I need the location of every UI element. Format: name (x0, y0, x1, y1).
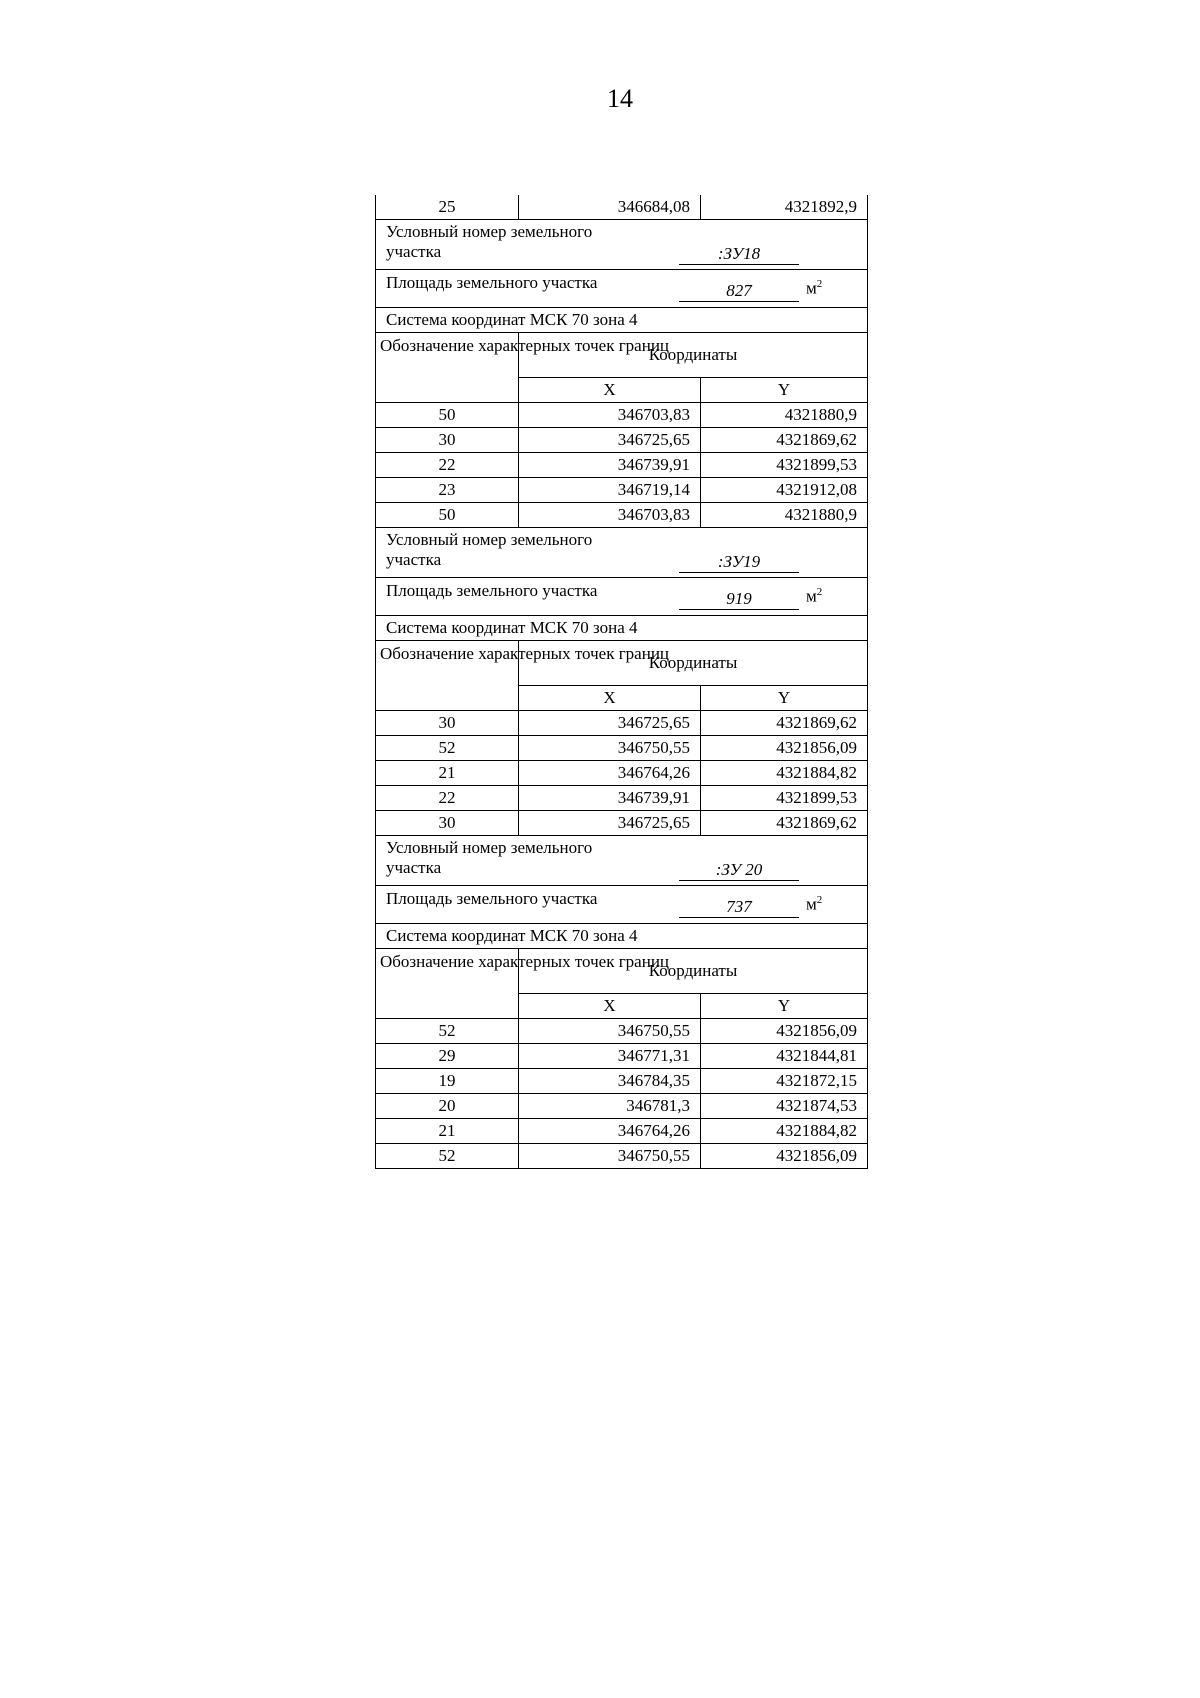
x-header: X (519, 378, 701, 403)
y-cell: 4321856,09 (701, 1144, 868, 1169)
point-cell: 52 (376, 1144, 519, 1169)
y-cell: 4321899,53 (701, 786, 868, 811)
coord-system-cell: Система координат МСК 70 зона 4 (376, 924, 868, 949)
point-cell: 25 (376, 195, 519, 220)
parcel-number-cell (376, 528, 868, 578)
header-row (376, 333, 868, 378)
table-row (376, 811, 868, 836)
point-cell: 29 (376, 1044, 519, 1069)
parcel-number-label: Условный номер земельного участка (386, 838, 593, 877)
x-cell: 346725,65 (519, 711, 701, 736)
parcel-number-row (376, 220, 868, 270)
point-cell: 19 (376, 1069, 519, 1094)
table-row (376, 736, 868, 761)
parcel-area-row (376, 578, 868, 616)
y-cell: 4321869,62 (701, 428, 868, 453)
y-cell: 4321856,09 (701, 1019, 868, 1044)
parcel-area-row (376, 886, 868, 924)
point-cell: 52 (376, 736, 519, 761)
table-row (376, 1144, 868, 1169)
points-header: Обозначение характерных точек границ (376, 333, 519, 403)
parcel-number-row (376, 836, 868, 886)
x-cell: 346764,26 (519, 1119, 701, 1144)
point-cell: 52 (376, 1019, 519, 1044)
coords-header: Координаты (519, 949, 868, 994)
parcel-number-value: :ЗУ19 (679, 552, 799, 573)
y-cell: 4321869,62 (701, 811, 868, 836)
y-cell: 4321899,53 (701, 453, 868, 478)
parcel-area-value: 919 (679, 589, 799, 610)
parcel-number-value: :ЗУ 20 (679, 860, 799, 881)
x-cell: 346684,08 (519, 195, 701, 220)
table-row (376, 428, 868, 453)
x-cell: 346771,31 (519, 1044, 701, 1069)
coord-system-row (376, 308, 868, 333)
table-row (376, 1044, 868, 1069)
table-row (376, 786, 868, 811)
header-row (376, 949, 868, 994)
y-cell: 4321912,08 (701, 478, 868, 503)
y-header: Y (701, 994, 868, 1019)
parcel-area-label: Площадь земельного участка (386, 581, 598, 600)
table-row (376, 195, 868, 220)
x-header: X (519, 994, 701, 1019)
area-unit: $м^2$ (806, 894, 823, 914)
parcel-area-value: 827 (679, 281, 799, 302)
y-cell: 4321892,9 (701, 195, 868, 220)
x-cell: 346739,91 (519, 453, 701, 478)
y-cell: 4321869,62 (701, 711, 868, 736)
parcel-number-cell (376, 220, 868, 270)
point-cell: 30 (376, 711, 519, 736)
table-row (376, 711, 868, 736)
x-header: X (519, 686, 701, 711)
parcel-area-cell (376, 270, 868, 308)
point-cell: 22 (376, 786, 519, 811)
point-cell: 50 (376, 503, 519, 528)
x-cell: 346739,91 (519, 786, 701, 811)
area-unit: $м^2$ (806, 278, 823, 298)
point-cell: 30 (376, 811, 519, 836)
parcel-number-value: :ЗУ18 (679, 244, 799, 265)
page-number: 14 (607, 84, 633, 113)
table-row (376, 1019, 868, 1044)
table-row (376, 1094, 868, 1119)
table-row (376, 1069, 868, 1094)
x-cell: 346750,55 (519, 1144, 701, 1169)
parcel-area-cell (376, 886, 868, 924)
table-row (376, 1119, 868, 1144)
coord-system-cell: Система координат МСК 70 зона 4 (376, 616, 868, 641)
points-header: Обозначение характерных точек границ (376, 949, 519, 1019)
table-row (376, 503, 868, 528)
x-cell: 346750,55 (519, 1019, 701, 1044)
point-cell: 21 (376, 761, 519, 786)
table-row (376, 403, 868, 428)
x-cell: 346703,83 (519, 403, 701, 428)
x-cell: 346784,35 (519, 1069, 701, 1094)
x-cell: 346750,55 (519, 736, 701, 761)
coord-system-cell: Система координат МСК 70 зона 4 (376, 308, 868, 333)
table-row (376, 761, 868, 786)
area-unit: $м^2$ (806, 586, 823, 606)
parcel-area-label: Площадь земельного участка (386, 889, 598, 908)
coordinates-table (375, 195, 868, 1169)
y-cell: 4321874,53 (701, 1094, 868, 1119)
parcel-number-cell (376, 836, 868, 886)
parcel-area-label: Площадь земельного участка (386, 273, 598, 292)
parcel-area-row (376, 270, 868, 308)
y-header: Y (701, 686, 868, 711)
y-cell: 4321880,9 (701, 403, 868, 428)
y-cell: 4321844,81 (701, 1044, 868, 1069)
y-cell: 4321856,09 (701, 736, 868, 761)
x-cell: 346764,26 (519, 761, 701, 786)
table-row (376, 478, 868, 503)
x-cell: 346725,65 (519, 811, 701, 836)
parcel-number-label: Условный номер земельного участка (386, 222, 593, 261)
y-cell: 4321884,82 (701, 761, 868, 786)
x-cell: 346781,3 (519, 1094, 701, 1119)
y-cell: 4321884,82 (701, 1119, 868, 1144)
point-cell: 30 (376, 428, 519, 453)
table-row (376, 453, 868, 478)
point-cell: 21 (376, 1119, 519, 1144)
x-cell: 346703,83 (519, 503, 701, 528)
coord-system-row (376, 616, 868, 641)
parcel-area-value: 737 (679, 897, 799, 918)
coord-system-row (376, 924, 868, 949)
parcel-number-row (376, 528, 868, 578)
point-cell: 22 (376, 453, 519, 478)
point-cell: 23 (376, 478, 519, 503)
y-header: Y (701, 378, 868, 403)
parcel-number-label: Условный номер земельного участка (386, 530, 593, 569)
parcel-area-cell (376, 578, 868, 616)
y-cell: 4321872,15 (701, 1069, 868, 1094)
x-cell: 346725,65 (519, 428, 701, 453)
point-cell: 50 (376, 403, 519, 428)
x-cell: 346719,14 (519, 478, 701, 503)
point-cell: 20 (376, 1094, 519, 1119)
y-cell: 4321880,9 (701, 503, 868, 528)
coords-header: Координаты (519, 641, 868, 686)
points-header: Обозначение характерных точек границ (376, 641, 519, 711)
coords-header: Координаты (519, 333, 868, 378)
header-row (376, 641, 868, 686)
